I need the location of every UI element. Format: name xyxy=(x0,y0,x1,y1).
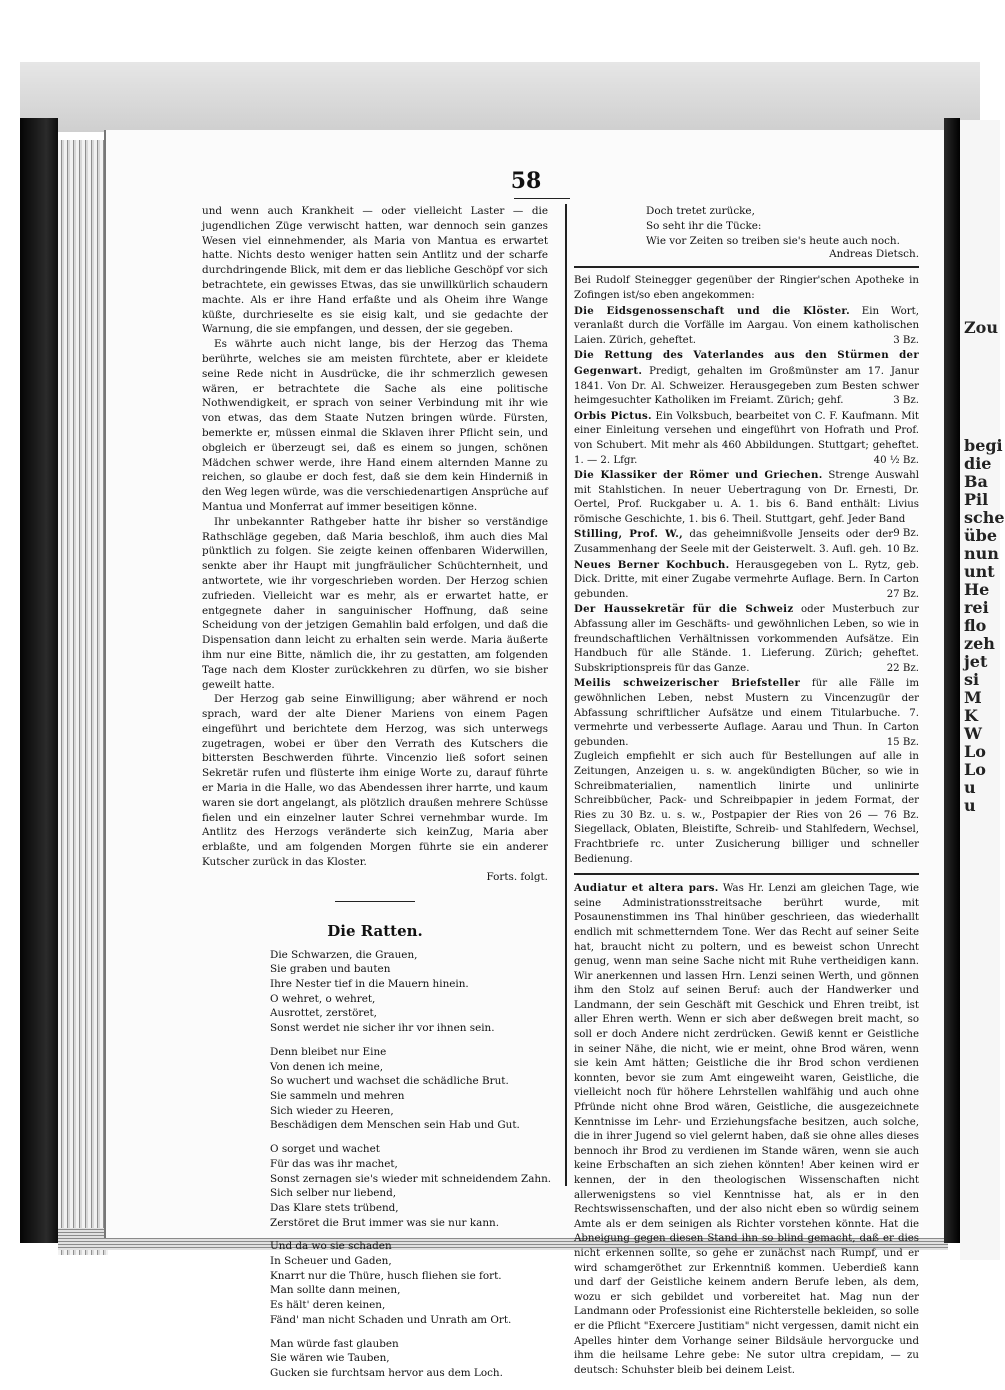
next-page-fragment: Lo xyxy=(964,760,986,779)
book-title: Neues Berner Kochbuch. xyxy=(574,558,730,571)
next-page-fragment: M xyxy=(964,688,982,707)
left-column xyxy=(202,204,552,1390)
book-entry xyxy=(574,409,919,468)
next-page-fragment: He xyxy=(964,580,990,599)
book-gutter xyxy=(944,118,960,1243)
book-entry xyxy=(574,348,919,408)
book-description: Ein Volksbuch, bearbeitet von C. F. Kaufmann. Mit einer Einleitung versehen und eingeführt von Hofrath und Prof. von Schubert. Mit mehr als 460 Abbildungen. Stuttgart; geheftet. 1. — 2. Lfgr. xyxy=(574,410,919,466)
next-page-edge xyxy=(960,120,1005,1260)
next-page-fragment: flo xyxy=(964,616,987,635)
right-column xyxy=(574,204,919,1378)
poem-line: Von denen ich meine, xyxy=(270,1060,384,1073)
book-title: Die Rettung des Vaterlandes aus den Stürmen der Gegenwart. xyxy=(574,349,919,377)
poem-line: So wuchert und wachset die schädliche Brut. xyxy=(270,1075,509,1088)
poem-line: Sonst werdet nie sicher ihr vor ihnen sein. xyxy=(270,1022,495,1035)
poem-line: Knarrt nur die Thüre, husch fliehen sie fort. xyxy=(270,1269,502,1282)
book-price: 27 Bz. xyxy=(886,588,919,600)
book-entry xyxy=(574,602,919,676)
poem-line: Es hält' deren keinen, xyxy=(270,1299,386,1312)
column-divider xyxy=(565,204,567,1186)
poem-line: Die Schwarzen, die Grauen, xyxy=(270,948,418,961)
poem-stanza xyxy=(270,1239,548,1327)
next-page-fragment: u xyxy=(964,778,976,797)
book-title: Orbis Pictus. xyxy=(574,409,652,422)
book-price: 3 Bz. xyxy=(893,395,919,407)
poem-line: Sie graben und bauten xyxy=(270,963,391,976)
poem-line: Sich wieder zu Heeren, xyxy=(270,1104,394,1117)
book-title: Die Eidsgenossenschaft und die Klöster. xyxy=(574,304,850,317)
next-page-fragment: zeh xyxy=(964,634,995,653)
poem-stanza xyxy=(270,1142,552,1230)
book-entry xyxy=(574,304,919,349)
ad-intro: Bei Rudolf Steinegger gegenüber der Ringier'schen Apotheke in Zofingen ist/so eben angekommen: xyxy=(574,275,919,301)
page-number: 58 xyxy=(510,168,542,194)
book-entry xyxy=(574,527,919,557)
book-description: oder Musterbuch zur Abfassung aller im Geschäfts- und gewöhnlichen Leben, so wie in freundschaftlichen Verhältnissen vorkommenden Aufsätze. Ein Handbuch für alle Stände. 1. Lieferung. Zürich; geheftet. Subskriptionspreis für das Ganze. xyxy=(574,604,919,674)
poem-line: Ihre Nester tief in die Mauern hinein. xyxy=(270,978,469,991)
next-page-fragment: nun xyxy=(964,544,999,563)
poem-author: Andreas Dietsch. xyxy=(829,248,919,261)
poem-line: Sonst zernagen sie's wieder mit schneidendem Zahn. xyxy=(270,1172,552,1185)
poem-stanza xyxy=(270,1337,548,1381)
next-page-fragment: übe xyxy=(964,526,997,545)
newspaper-page xyxy=(104,130,946,1379)
next-page-fragment: unt xyxy=(964,562,995,581)
poem-line: Beschädigen dem Menschen sein Hab und Gut. xyxy=(270,1119,520,1132)
next-page-fragment: K xyxy=(964,706,978,725)
book-title: Meilis schweizerischer Briefsteller xyxy=(574,677,801,690)
book-price: 15 Bz. xyxy=(886,736,919,748)
poem-stanza xyxy=(270,1045,548,1133)
poem-stanza xyxy=(270,948,548,1036)
book-entry xyxy=(574,676,919,750)
next-page-fragment: jet xyxy=(964,652,988,671)
book-title: Die Klassiker der Römer und Griechen. xyxy=(574,469,823,482)
poem-line: Für das was ihr machet, xyxy=(270,1157,398,1170)
next-page-fragment: sche xyxy=(964,508,1005,527)
ad-closing: Zugleich empfiehlt er sich auch für Bestellungen auf alle in Zeitungen, Anzeigen u. s. w. angekündigten Bücher, so wie in Schreibmaterialien, namentlich linirte und unlinirte Schreibbücher, Pack- und Schreibpapier in jedem Format, der Ries zu 30 Bz. u. s. w., Postpapier der Ries von 26 — 76 Bz. Siegellack, Oblaten, Bleistifte, Schreib- und Stahlfedern, Wechsel, Frachtbriefe rc. unter Zusicherung billiger und schneller Bedienung. xyxy=(574,751,919,865)
poem-line: Sich selber nur liebend, xyxy=(270,1187,397,1200)
letter-article xyxy=(574,881,919,1378)
poem-line: Gucken sie furchtsam hervor aus dem Loch. xyxy=(270,1366,503,1379)
book-price: 22 Bz. xyxy=(886,662,919,674)
poem-line: Ausrottet, zerstöret, xyxy=(270,1007,377,1020)
next-page-fragment: Lo xyxy=(964,742,986,761)
book-title: Stilling, Prof. W., xyxy=(574,528,683,541)
poem-line: Man sollte dann meinen, xyxy=(270,1284,401,1297)
poem-line: Wie vor Zeiten so treiben sie's heute auch noch. xyxy=(646,234,900,247)
section-rule xyxy=(574,873,919,875)
story-paragraph: Ihr unbekannter Rathgeber hatte ihr bisher so verständige Rathschläge gegeben, daß Maria beschloß, ihm auch dies Mal pünktlich zu folgen. Sie zeigte keinen offenbaren Widerwillen, senkte aber ihr Haupt mit jungfräulicher Schüchternheit, und antwortete, wie ihr vorgeschrieben worden. Der Herzog schien zufrieden. Vielleicht war es mehr, als er erwartet hatte, er entgegnete daher in sanguinischer Hoffnung, daß seine Scheidung von der jetzigen Gemahlin bald erfolgen, und daß die Dispensation dann leicht zu erhalten sein werde. Maria äußerte ihm nur eine Bitte, nämlich die, ihr zu gestatten, am folgenden Tage nach dem Kloster zurückkehren zu dürfen, wo sie bisher geweilt hatte. xyxy=(202,515,548,691)
poem-line: Man würde fast glauben xyxy=(270,1337,399,1350)
poem-line: Und da wo sie schaden xyxy=(270,1240,392,1253)
book-description: für alle Fälle im gewöhnlichen Leben, nebst Mustern zu Vincenzugür der Abfassung schriftlicher Aufsätze und einem Titularbuche. 7. vermehrte und verbesserte Auflage. Aarau und Thun. In Carton gebunden. xyxy=(574,678,919,748)
story-paragraph: Es währte auch nicht lange, bis der Herzog das Thema berührte, welches sie am meisten fürchtete, aber er kleidete seine Rede nicht in Ausdrücke, die ihr schmerzlich gewesen wären, er betrachtete die Sache als eine politische Nothwendigkeit, er sprach von seiner Verbindung mit ihr wie von etwas, das dem Staate Nutzen bringen würde. Fürsten, bemerkte er, müssen einmal die Sklaven ihrer Pflicht sein, und obgleich er überzeugt sei, daß es einem so jungen, schönen Mädchen schwer werde, ihre Hand einem alternden Manne zu reichen, so glaube er doch fest, daß sie dem kein Hinderniß in den Weg legen würde, was die verschiedenartigen Ansprüche auf Mantua und Monferrat auf immer beseitigen könne. xyxy=(202,338,548,513)
book-description: das geheimnißvolle Jenseits oder der Zusammenhang der Seele mit der Geisterwelt. 3. Aufl. geh. xyxy=(574,529,894,556)
poem-line: O wehret, o wehret, xyxy=(270,992,376,1005)
page-edges xyxy=(58,140,108,1255)
book-price: 9 Bz. xyxy=(893,528,919,540)
poem-line: Sie sammeln und mehren xyxy=(270,1089,405,1102)
book-price: 3 Bz. xyxy=(893,334,919,346)
poem-line: Sie wären wie Tauben, xyxy=(270,1352,390,1365)
book-price: 10 Bz. xyxy=(886,544,919,556)
next-page-fragment: rei xyxy=(964,598,989,617)
poem-line: Zerstöret die Brut immer was sie nur kann. xyxy=(270,1216,500,1229)
section-rule xyxy=(335,901,415,902)
book-description: Predigt, gehalten im Großmünster am 17. Janur 1841. Von Dr. Al. Schweizer. Herausgegeben zum Besten schwer heimgesuchter Katholiken im Freiamt. Zürich; gehf. xyxy=(574,365,919,407)
next-page-fragment: Zou xyxy=(964,318,998,337)
next-page-fragment: si xyxy=(964,670,980,689)
poem-line: Das Klare stets trübend, xyxy=(270,1201,399,1214)
book-price: 40 ½ Bz. xyxy=(873,454,919,466)
scanner-background xyxy=(20,62,980,132)
poem-line: Doch tretet zurücke, xyxy=(646,205,755,217)
page-number-rule xyxy=(514,198,570,199)
book-spine-shadow xyxy=(20,118,58,1243)
book-description: Ein Wort, veranlaßt durch die Vorfälle im Aargau. Von einem katholischen Laien. Zürich, geheftet. xyxy=(574,305,919,346)
next-page-fragment: W xyxy=(964,724,982,743)
book-description: Strenge Auswahl mit Stahlstichen. In neuer Uebertragung von Dr. Ernesti, Dr. Oertel, Prof. Ruckgaber u. A. 1. bis 6. Band enthält: Livius römische Geschichte, 1. bis 6. Theil. Stuttgart, gehf. Jeder Band xyxy=(574,470,920,525)
poem-line: In Scheuer und Gaden, xyxy=(270,1255,392,1268)
article-body: Was Hr. Lenzi am gleichen Tage, wie seine Administrationsstreitsache berührt wurde, mit Posaunenstimmen ins Thal hinüber geschrieen, das wiederhallt endlich mit schmetterndem Tone. Wer das Recht auf seiner Seite hat, braucht nicht zu poltern, und es beweist schon Unrecht genug, wenn man seine Sache nicht mit Ruhe vertheidigen kann. Wir anerkennen und lassen Hrn. Lenzi seinen Werth, und gönnen ihm den Stolz auf seinen Beruf: auch der Handwerker und Landmann, der sein Geschäft mit Geschick und Ehren treibt, ist aller Ehren werth. Wenn er sich aber deßwegen breit macht, so soll er doch Andere nicht zerdrücken. Gewiß kennt er Geistliche in seiner Nähe, die nicht, wie er meint, ohne Brod wären, wenn sie kein Amt hätten; Geistliche die ihr Brod schon verdienen konnten, bevor sie zum Amt eingeweiht waren, Geistliche, die vielleicht noch für höhere Lehrstellen wahlfähig und auch ohne Pfründe nicht ohne Brod wären, Geistliche, die ausgezeichnete Kenntnisse im Lehr- und Erziehungsfache besitzen, auch solche, die in ihrer Jugend so viel gelernt haben, daß sie ohne alles dieses bennoch ihr Brod zu verdienen im Stande wären, wenn sie auch keine Erbschaften an sich ziehen könnten! Aber keinen wird er kennen, der in den theologischen Wissenschaften nicht allerwenigstens so viel Kenntnisse hat, als er in den Rechtswissenschaften, und der also nicht eben so würdig seinem Amte als er dem seinigen als Richter vorstehen könnte. Hat die Abneigung gegen diesen Stand ihn so blind gemacht, daß er dies nicht erkennen sollte, so gehe er zunächst nach Rumpf, und er wird schamgeröthet zur Erkenntniß kommen. Ueberdieß kann und darf der Geistliche keinem andern Berufe leben, als dem, wozu er sich gebildet und vorbereitet hat. Mag nun der Landmann oder Professionist eine Richterstelle bekleiden, so solle er die Pflicht "Exercere Justitiam" nicht vergessen, damit nicht ein Apelles hinter dem Vorhange seiner Bildsäule hervorgucke und ihm die heilsame Lehre gebe: Ne sutor ultra crepidam, — zu deutsch: Schuhster bleib bei deinem Leist. xyxy=(574,883,919,1376)
next-page-fragment: begi xyxy=(964,436,1003,455)
next-page-fragment: u xyxy=(964,796,976,815)
poem-line: Fänd' man nicht Schaden und Unrath am Ort. xyxy=(270,1313,512,1326)
poem-line: O sorget und wachet xyxy=(270,1143,380,1156)
poem-line: So seht ihr die Tücke: xyxy=(646,219,762,232)
poem-ending xyxy=(646,204,919,248)
article-lead: Audiatur et altera pars. xyxy=(574,882,719,895)
continuation-note: Forts. folgt. xyxy=(486,870,548,883)
story-paragraph: Der Herzog gab seine Einwilligung; aber während er noch sprach, ward der alte Diener Mariens von einem Pagen eingeführt und berichtete dem Herzog, was sich unterwegs zugetragen, wobei er über den Verrath des Kutschers die bittersten Beschwerden führte. Vincenzio ließ sofort seinen Sekretär rufen und flüsterte ihm einige Worte zu, darauf führte er Maria in die Halle, wo das Abendessen ihrer harrte, und kaum waren sie dort angelangt, als plötzlich draußen mehrere Schüsse fielen und ein einzelner lauter Schrei vernehmbar wurde. Im Antlitz des Herzogs veränderte sich keinZug, Maria aber erblaßte, und am folgenden Morgen führte sie ein anderer Kutscher zurück in das Kloster. xyxy=(202,693,548,869)
next-page-fragment: die xyxy=(964,454,992,473)
book-description: Herausgegeben von L. Rytz, geb. Dick. Dritte, mit einer Zugabe vermehrte Auflage. Bern. In Carton gebunden. xyxy=(574,559,919,600)
poem-line: Denn bleibet nur Eine xyxy=(270,1045,387,1058)
section-rule xyxy=(574,266,919,268)
poem-title: Die Ratten. xyxy=(327,921,423,940)
book-entry xyxy=(574,558,919,603)
next-page-fragment: Pil xyxy=(964,490,989,509)
book-title: Der Haussekretär für die Schweiz xyxy=(574,603,794,616)
next-page-fragment: Ba xyxy=(964,472,988,491)
story-paragraph: und wenn auch Krankheit — oder vielleicht Laster — die jugendlichen Züge verwischt hatten, war dennoch sein ganzes Wesen viel einnehmender, als Maria von Mantua es erwartet hatte. Nichts desto weniger hatten sein Antlitz und der scharfe durchdringende Blick, mit dem er das liebliche Geschöpf vor sich betrachtete, ein gewisses Etwas, das sie unwillkürlich schaudern machte. Als er ihre Hand erfaßte und als Oheim ihre Wange küßte, durchrieselte es sie eisig kalt, und sie gedachte der Warnung, die sie empfangen, und dessen, der sie gegeben. xyxy=(202,205,548,336)
